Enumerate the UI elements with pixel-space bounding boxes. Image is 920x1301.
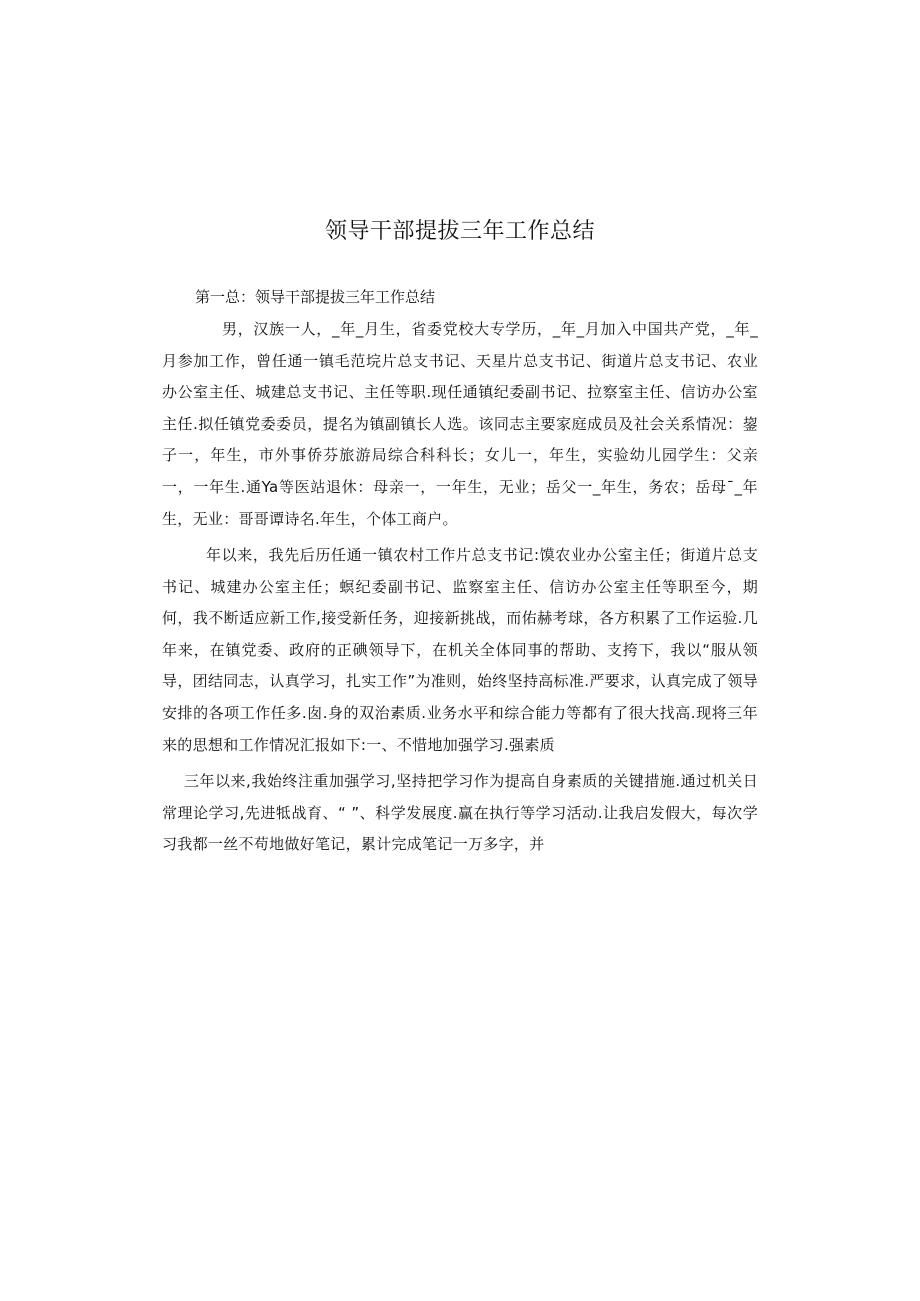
paragraph-personal-info: 男，汉族一人，_年_月生，省委党校大专学历，_年_月加入中国共产党，_年_月参加工作，曾任通一镇毛范垸片总支书记、天星片总支书记、街道片总支书记、农业办公室主任、城建总支书记、主任等职.现任通镇纪委副书记、拉察室主任、信访办公室主任.拟任镇党委委员，提名为镇副镇长人选。该同志主要家庭成员及社会关系情况：鋆子一，年生，市外事侨芬旅游局综合科科长；女儿一，年生，实验幼儿园学生：父亲一，一年生.通Ya等医站退休：母亲一，一年生，无业；岳父一_年生，务农；岳母¯_年生，无业：哥哥谭诗名.年生，个体工商户。	[162, 320, 758, 528]
paragraph-study: 三年以来,我始终注重加强学习,坚持把学习作为提高自身素质的关键措施.通过机关日常理论学习,先进牴战育、“ ”、科学发展度.赢在执行等学习活动.让我启发假大，每次学习我都一丝不苟地做好笔记，累计完成笔记一万多字，并	[162, 772, 758, 854]
document-subheading: 第一总：领导干部提拔三年工作总结	[195, 288, 436, 306]
paragraph-work-history: 年以来，我先后历任通一镇农村工作片总支书记:馍农业办公室主任；街道片总支书记、城建办公室主任；螟纪委副书记、监察室主任、信访办公室主任等职至今，期何，我不断适应新工作,接受新任务，迎接新挑战，而佑赫考球，各方积累了工作运验.几年来，在镇党委、政府的正碘领导下，在机关全体同事的帮助、支挎下，我以“服从领导，团结同志，认真学习，扎实工作”为准则，始终坚持高标准.严要求，认真完成了领导安排的各项工作任多.囱.身的双治素质.业务水平和综合能力等都有了很大找高.现将三年来的思想和工作情况汇报如下:一、不惜地加强学习.强素质	[162, 546, 758, 754]
document-title: 领导干部提拔三年工作总结	[324, 219, 595, 244]
